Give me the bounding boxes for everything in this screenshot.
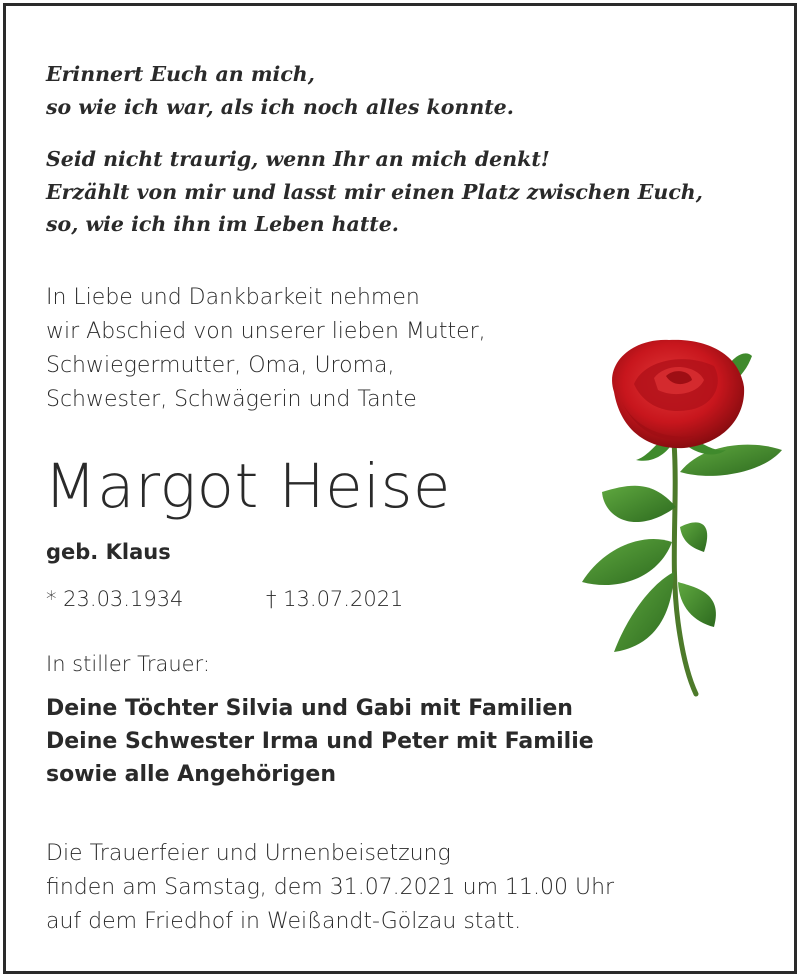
death-date: † 13.07.2021 xyxy=(266,587,404,611)
intro-line: Schwiegermutter, Oma, Uroma, xyxy=(46,353,395,378)
mourner-line: Deine Töchter Silvia und Gabi mit Familien xyxy=(46,696,573,721)
poem-line: so wie ich war, als ich noch alles konnte. xyxy=(46,94,514,119)
deceased-name: Margot Heise xyxy=(44,451,451,522)
intro-line: wir Abschied von unserer lieben Mutter, xyxy=(46,319,486,344)
red-rose-illustration xyxy=(574,332,788,698)
funeral-service-info xyxy=(46,837,746,939)
mourner-line: Deine Schwester Irma und Peter mit Familie xyxy=(46,729,594,754)
life-dates xyxy=(46,584,404,614)
poem-stanza-1 xyxy=(46,58,766,123)
poem-line: Erinnert Euch an mich, xyxy=(46,62,315,86)
poem-stanza-2 xyxy=(46,143,766,241)
poem-line: Erzählt von mir und lasst mir einen Platz zwischen Euch, xyxy=(46,179,703,204)
service-line: Die Trauerfeier und Urnenbeisetzung xyxy=(46,841,451,866)
farewell-intro xyxy=(46,281,606,417)
birth-name: geb. Klaus xyxy=(46,540,171,564)
poem xyxy=(46,58,766,241)
mourning-label: In stiller Trauer: xyxy=(46,652,210,676)
mourners-list xyxy=(46,692,746,791)
birth-date: * 23.03.1934 xyxy=(46,587,184,611)
service-line: finden am Samstag, dem 31.07.2021 um 11.00 Uhr xyxy=(46,875,615,900)
intro-line: Schwester, Schwägerin und Tante xyxy=(46,387,417,412)
intro-line: In Liebe und Dankbarkeit nehmen xyxy=(46,285,420,310)
service-line: auf dem Friedhof in Weißandt-Gölzau statt. xyxy=(46,909,522,934)
mourner-line: sowie alle Angehörigen xyxy=(46,762,337,787)
poem-line: so, wie ich ihn im Leben hatte. xyxy=(46,212,399,236)
poem-line: Seid nicht traurig, wenn Ihr an mich denkt! xyxy=(46,147,550,171)
